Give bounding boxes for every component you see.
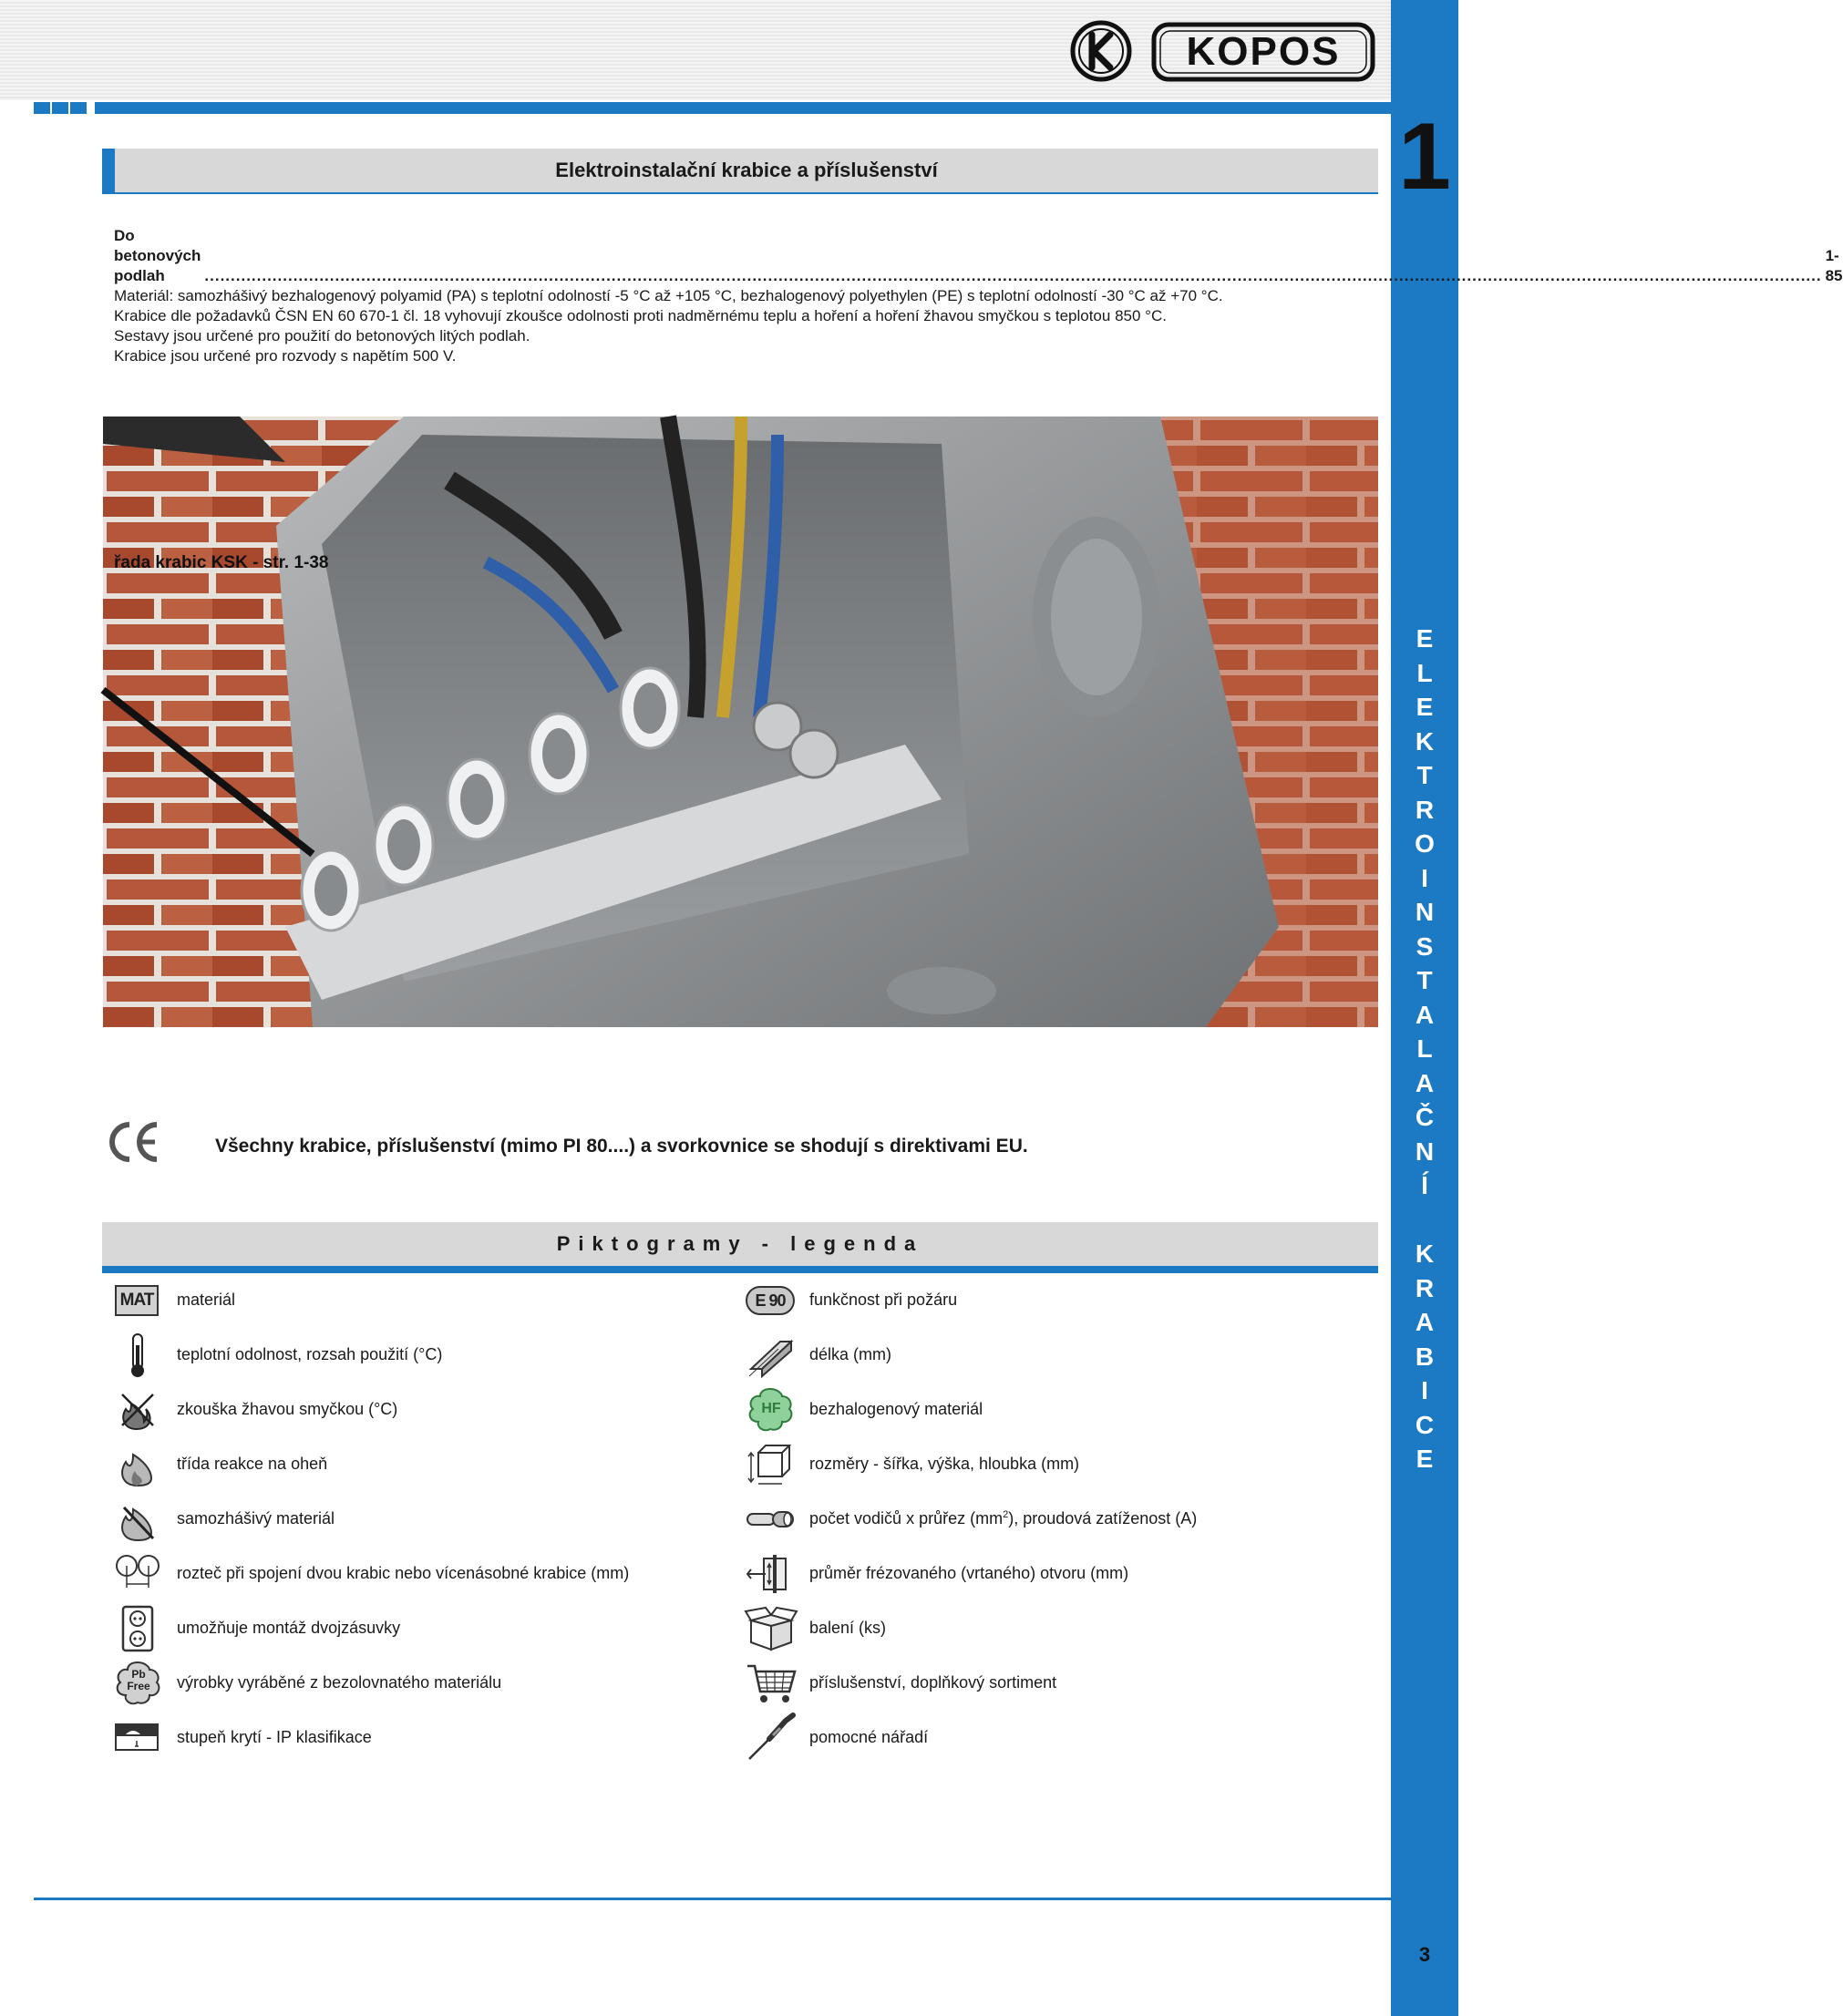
side-title-letter: N <box>1415 1137 1435 1166</box>
legend-label: výrobky vyráběné z bezolovnatého materiálu <box>177 1673 502 1692</box>
side-title-letter: E <box>1416 693 1434 721</box>
side-title-letter: K <box>1415 1239 1435 1268</box>
double-socket-icon <box>113 1606 164 1651</box>
side-title-letter: Č <box>1415 1103 1435 1131</box>
legend-label: materiál <box>177 1291 236 1309</box>
intro-text <box>114 226 1843 366</box>
side-title-letter: O <box>1415 829 1435 858</box>
title-underline <box>102 192 1378 194</box>
drill-hole-icon <box>746 1551 797 1597</box>
thermometer-icon <box>113 1332 164 1378</box>
side-title-letter: S <box>1416 931 1434 961</box>
legend-label: balení (ks) <box>809 1619 887 1637</box>
legend-label: rozměry - šířka, výška, hloubka (mm) <box>809 1455 1080 1473</box>
fire-function-badge: E 90 <box>746 1286 795 1315</box>
side-title-letter: E <box>1416 624 1434 653</box>
legend-label: teplotní odolnost, rozsah použití (°C) <box>177 1345 443 1363</box>
footer-rule <box>34 1898 1391 1900</box>
lead-free-badge-bottom: Free <box>127 1680 150 1692</box>
side-title-letter: B <box>1415 1342 1435 1371</box>
side-title-letter: T <box>1416 966 1433 994</box>
legend-label: třída reakce na oheň <box>177 1455 328 1473</box>
side-title-letter: E <box>1416 1445 1434 1473</box>
self-extinguishing-icon <box>113 1497 164 1542</box>
package-icon <box>746 1606 797 1651</box>
mat-icon <box>113 1278 164 1323</box>
cart-icon <box>746 1661 797 1706</box>
cable-label-sup: 2 <box>1003 1509 1009 1520</box>
legend-label: bezhalogenový materiál <box>809 1400 983 1418</box>
fire-function-icon <box>746 1278 797 1323</box>
legend-label: délka (mm) <box>809 1345 892 1363</box>
legend-label: umožňuje montáž dvojzásuvky <box>177 1619 401 1637</box>
screwdriver-icon <box>746 1715 797 1761</box>
legend-label: zkouška žhavou smyčkou (°C) <box>177 1400 398 1418</box>
chapter-sidebar <box>1391 0 1458 2016</box>
toc-entry[interactable] <box>114 226 1843 286</box>
side-title-letter: R <box>1415 1273 1435 1302</box>
toc-label: Do betonových podlah <box>114 227 201 284</box>
lead-free-icon <box>113 1661 164 1706</box>
side-title-letter: T <box>1416 761 1433 789</box>
product-photo <box>103 417 1378 1027</box>
side-title-letter: I <box>1421 863 1428 892</box>
legend-title-bar <box>102 1222 1378 1266</box>
header-dash <box>52 102 68 114</box>
length-icon <box>746 1332 797 1378</box>
header-dash <box>34 102 50 114</box>
side-title-letter: L <box>1416 658 1433 687</box>
side-title-letter: N <box>1415 898 1435 926</box>
intro-line: Krabice jsou určené pro rozvody s napětím 500 V. <box>114 347 457 365</box>
legend-title: Piktogramy - legenda <box>556 1232 924 1255</box>
brand-name: KOPOS <box>1186 29 1341 74</box>
halogen-free-badge: HF <box>761 1401 781 1416</box>
header-dash <box>70 102 87 114</box>
header-rule <box>95 102 1391 114</box>
cable-icon <box>746 1497 797 1542</box>
side-title-letter: L <box>1416 1034 1433 1063</box>
legend-label: rozteč při spojení dvou krabic nebo vícenásobné krabice (mm) <box>177 1564 630 1582</box>
intro-line: Krabice dle požadavků ČSN EN 60 670-1 čl. 18 vyhovují zkoušce odolnosti proti nadměrnému teplu a hoření a hoření žhavou smyčkou s teplotou 850 °C. <box>114 307 1167 324</box>
side-title-letter <box>1391 1203 1458 1238</box>
side-title-letter: A <box>1415 1308 1435 1336</box>
legend-label: stupeň krytí - IP klasifikace <box>177 1728 372 1746</box>
photo-caption: řada krabic KSK - str. 1-38 <box>114 553 329 572</box>
kopos-logo <box>1151 22 1375 82</box>
side-title-letter: Í <box>1421 1171 1428 1199</box>
cable-label-start: počet vodičů x průřez (mm <box>809 1509 1004 1527</box>
legend-label <box>809 1509 1197 1528</box>
ce-statement: Všechny krabice, příslušenství (mimo PI 80....) a svorkovnice se shodují s direktivami EU. <box>215 1136 1028 1157</box>
side-title-letter: A <box>1415 1068 1435 1097</box>
lead-free-badge-top: Pb <box>131 1668 146 1681</box>
side-title-letter: C <box>1415 1410 1435 1439</box>
kopos-emblem-icon <box>1070 20 1132 82</box>
toc-page: 1-85 <box>1825 247 1843 284</box>
chapter-side-title <box>1391 622 1458 1476</box>
section-title: Elektroinstalační krabice a příslušenství <box>555 159 938 181</box>
flame-icon <box>113 1442 164 1487</box>
glow-wire-icon <box>113 1387 164 1433</box>
intro-line: Materiál: samozhášivý bezhalogenový polyamid (PA) s teplotní odolností -5 °C až +105 °C, bezhalogenový polyethylen (PE) s teplotní odolností -30 °C až +70 °C. <box>114 287 1223 304</box>
legend-label: funkčnost při požáru <box>809 1291 958 1309</box>
side-title-letter: R <box>1415 795 1435 824</box>
legend-rule <box>102 1266 1378 1273</box>
title-accent <box>102 149 115 192</box>
side-title-letter: K <box>1415 726 1435 756</box>
ce-mark-icon <box>106 1119 160 1165</box>
legend-label: příslušenství, doplňkový sortiment <box>809 1673 1057 1692</box>
box-spacing-icon <box>113 1551 164 1597</box>
halogen-free-icon <box>746 1387 797 1433</box>
chapter-number: 1 <box>1398 104 1451 210</box>
cable-label-end: ), proudová zatíženost (A) <box>1008 1509 1198 1527</box>
intro-line: Sestavy jsou určené pro použití do betonových litých podlah. <box>114 327 530 345</box>
dimensions-icon <box>746 1442 797 1487</box>
toc-leader: ...................................................................................................................................................................................................................................................................................................................... <box>204 267 1822 284</box>
page-number: 3 <box>1418 1943 1431 1966</box>
legend-label: průměr frézovaného (vrtaného) otvoru (mm) <box>809 1564 1129 1582</box>
legend-label: samozhášivý materiál <box>177 1509 335 1527</box>
ip-rating-icon <box>113 1715 164 1761</box>
legend-label: pomocné nářadí <box>809 1728 929 1746</box>
section-title-bar <box>102 149 1378 192</box>
side-title-letter: I <box>1421 1376 1428 1404</box>
side-title-letter: A <box>1415 1000 1435 1029</box>
mat-badge: MAT <box>115 1285 159 1316</box>
